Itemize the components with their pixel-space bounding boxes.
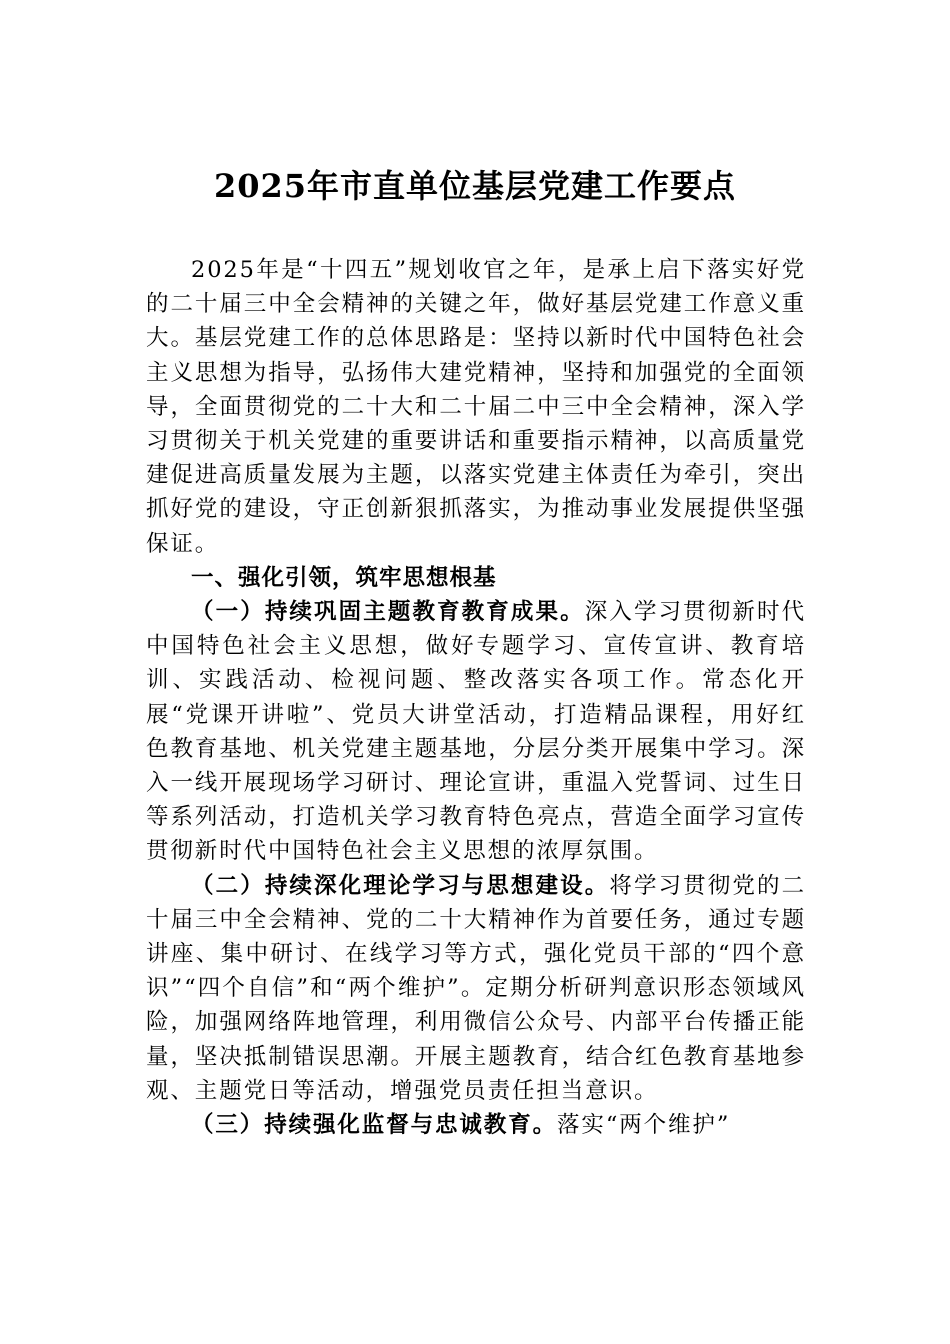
item-lead: （一）持续巩固主题教育教育成果。 xyxy=(191,599,585,626)
document-title: 2025年市直单位基层党建工作要点 xyxy=(213,167,737,205)
item-lead: （二）持续深化理论学习与思想建设。 xyxy=(191,872,610,899)
item-paragraph-3 xyxy=(146,1108,806,1142)
document-body xyxy=(146,253,806,1142)
item-paragraph-1 xyxy=(146,595,806,869)
item-text: 深入学习贯彻新时代中国特色社会主义思想，做好专题学习、宣传宣讲、教育培训、实践活动、检视问题、整改落实各项工作。常态化开展“党课开讲啦”、党员大讲堂活动，打造精品课程，用好红色教育基地、机关党建主题基地，分层分类开展集中学习。深入一线开展现场学习研讨、理论宣讲，重温入党誓词、过生日等系列活动，打造机关学习教育特色亮点，营造全面学习宣传贯彻新时代中国特色社会主义思想的浓厚氛围。 xyxy=(146,599,806,865)
section-heading: 一、强化引领，筑牢思想根基 xyxy=(191,564,497,591)
item-text: 将学习贯彻党的二十届三中全会精神、党的二十大精神作为首要任务，通过专题讲座、集中研讨、在线学习等方式，强化党员干部的“四个意识”“四个自信”和“两个维护”。定期分析研判意识形态领域风险，加强网络阵地管理，利用微信公众号、内部平台传播正能量，坚决抵制错误思潮。开展主题教育，结合红色教育基地参观、主题党日等活动，增强党员责任担当意识。 xyxy=(146,872,806,1104)
intro-paragraph: 2025年是“十四五”规划收官之年，是承上启下落实好党的二十届三中全会精神的关键之年，做好基层党建工作意义重大。基层党建工作的总体思路是：坚持以新时代中国特色社会主义思想为指导，弘扬伟大建党精神，坚持和加强党的全面领导，全面贯彻党的二十大和二十届二中三中全会精神，深入学习贯彻关于机关党建的重要讲话和重要指示精神，以高质量党建促进高质量发展为主题，以落实党建主体责任为牵引，突出抓好党的建设，守正创新狠抓落实，为推动事业发展提供坚强保证。 xyxy=(146,257,806,557)
item-paragraph-2 xyxy=(146,869,806,1108)
item-lead: （三）持续强化监督与忠诚教育。 xyxy=(191,1112,558,1139)
item-text: 落实“两个维护” xyxy=(557,1112,731,1139)
